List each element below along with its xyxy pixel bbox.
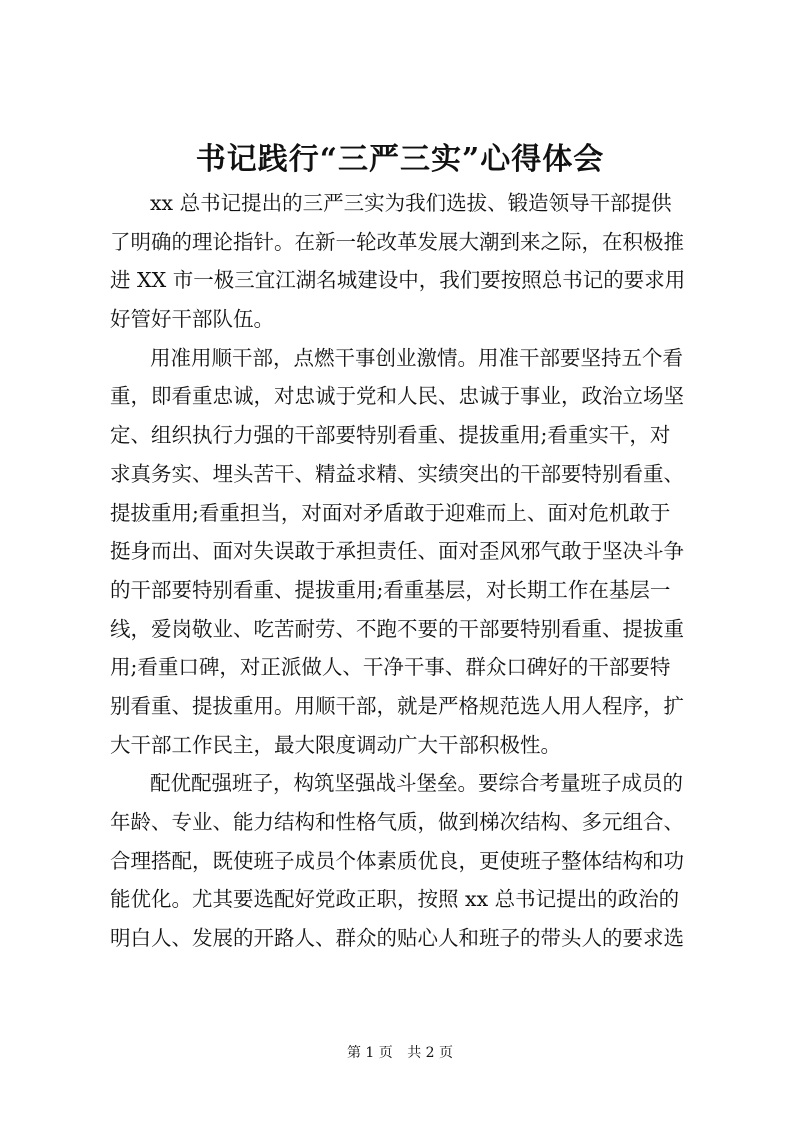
text-line: 用;看重口碑，对正派做人、干净干事、群众口碑好的干部要特 bbox=[110, 655, 671, 680]
text-line: 别看重、提拔重用。用顺干部，就是严格规范选人用人程序，扩 bbox=[110, 693, 684, 718]
text-line: 线，爱岗敬业、吃苦耐劳、不跑不要的干部要特别看重、提拔重 bbox=[110, 616, 684, 641]
text-line: 能优化。尤其要选配好党政正职，按照 xx 总书记提出的政治的 bbox=[110, 887, 680, 912]
text-line: 的干部要特别看重、提拔重用;看重基层，对长期工作在基层一 bbox=[110, 577, 671, 602]
text-line: 提拔重用;看重担当，对面对矛盾敢于迎难而上、面对危机敢于 bbox=[110, 500, 671, 525]
text-line: 用准用顺干部，点燃干事创业激情。用准干部要坚持五个看 bbox=[150, 345, 683, 370]
text-line: 大干部工作民主，最大限度调动广大干部积极性。 bbox=[110, 732, 561, 757]
text-line: 求真务实、埋头苦干、精益求精、实绩突出的干部要特别看重、 bbox=[110, 461, 684, 486]
document-body bbox=[110, 184, 705, 958]
document-title: 书记践行“三严三实”心得体会 bbox=[195, 142, 605, 177]
text-line: 重，即看重忠诚，对忠诚于党和人民、忠诚于事业，政治立场坚 bbox=[110, 384, 684, 409]
text-line: 年龄、专业、能力结构和性格气质，做到梯次结构、多元组合、 bbox=[110, 810, 684, 834]
text-line: 好管好干部队伍。 bbox=[110, 307, 274, 332]
text-line: 进 XX 市一极三宜江湖名城建设中，我们要按照总书记的要求用 bbox=[110, 268, 686, 293]
page-total: 共 2 页 bbox=[407, 1045, 454, 1061]
text-line: 明白人、发展的开路人、群众的贴心人和班子的带头人的要求选 bbox=[110, 926, 684, 951]
text-line: 定、组织执行力强的干部要特别看重、提拔重用;看重实干，对 bbox=[110, 423, 671, 448]
page-number: 第 1 页 bbox=[346, 1045, 393, 1061]
text-line: xx 总书记提出的三严三实为我们选拔、锻造领导干部提供 bbox=[150, 191, 672, 215]
text-line: 配优配强班子，构筑坚强战斗堡垒。要综合考量班子成员的 bbox=[150, 771, 683, 796]
text-line: 挺身而出、面对失误敢于承担责任、面对歪风邪气敢于坚决斗争 bbox=[110, 539, 684, 564]
text-line: 了明确的理论指针。在新一轮改革发展大潮到来之际，在积极推 bbox=[110, 229, 684, 254]
text-line: 合理搭配，既使班子成员个体素质优良，更使班子整体结构和功 bbox=[110, 848, 684, 873]
page-footer bbox=[0, 1043, 800, 1063]
